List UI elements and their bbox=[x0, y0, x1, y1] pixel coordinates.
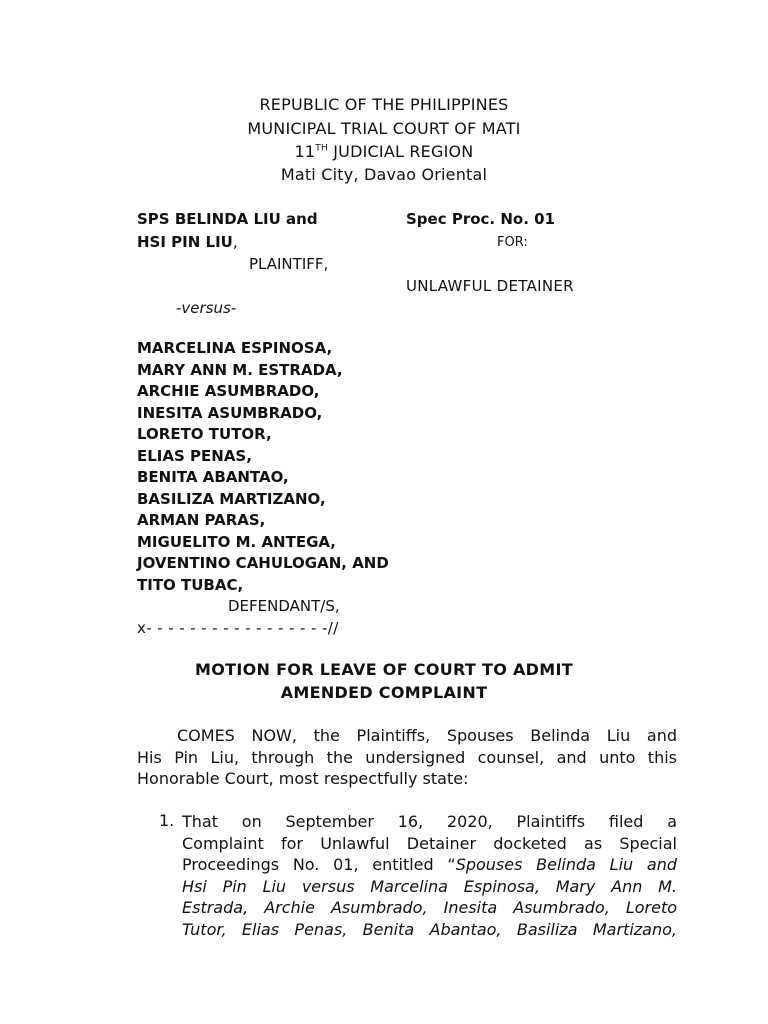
intro-line: COMES NOW, the Plaintiffs, Spouses Belinda Liu and bbox=[177, 726, 677, 745]
header-region-text: JUDICIAL REGION bbox=[327, 142, 474, 161]
document-title-line2: AMENDED COMPLAINT bbox=[280, 683, 488, 702]
item-line: Estrada, Archie Asumbrado, Inesita Asumbrado, Loreto bbox=[182, 898, 677, 917]
plaintiff-name-line1: SPS BELINDA LIU and bbox=[137, 210, 318, 228]
plaintiff-name-line2-comma: , bbox=[232, 233, 238, 251]
item-number: 1. bbox=[159, 811, 175, 830]
item-line: That on September 16, 2020, Plaintiffs filed a bbox=[182, 812, 677, 831]
intro-paragraph bbox=[137, 725, 677, 790]
defendant-item: ELIAS PENAS, bbox=[137, 447, 252, 465]
intro-line: His Pin Liu, through the undersigned counsel, and unto this bbox=[137, 747, 677, 767]
defendant-item: JOVENTINO CAHULOGAN, AND bbox=[137, 554, 389, 572]
item-line-plain-part: Proceedings No. 01, entitled “ bbox=[182, 855, 456, 874]
case-number: Spec Proc. No. 01 bbox=[406, 210, 555, 228]
header-region bbox=[0, 142, 768, 161]
defendant-item: INESITA ASUMBRADO, bbox=[137, 404, 323, 422]
header-location: Mati City, Davao Oriental bbox=[280, 165, 488, 184]
caption-separator: x- - - - - - - - - - - - - - - - -// bbox=[137, 619, 339, 637]
item-line: Tutor, Elias Penas, Benita Abantao, Basiliza Martizano, bbox=[182, 919, 677, 939]
item-line: Hsi Pin Liu versus Marcelina Espinosa, Mary Ann M. bbox=[182, 876, 677, 896]
plaintiff-name-line2-text: HSI PIN LIU bbox=[137, 233, 233, 251]
defendant-item: ARMAN PARAS, bbox=[137, 511, 266, 529]
plaintiff-name-line2 bbox=[137, 233, 238, 251]
versus-label: -versus- bbox=[176, 299, 237, 317]
case-nature: UNLAWFUL DETAINER bbox=[406, 277, 574, 295]
item-line-mixed bbox=[182, 854, 677, 876]
defendant-item: BENITA ABANTAO, bbox=[137, 468, 289, 486]
item-line: Complaint for Unlawful Detainer docketed as Special bbox=[182, 833, 677, 853]
item-line-italic-part: Spouses Belinda Liu and bbox=[455, 855, 677, 874]
defendant-item: MARCELINA ESPINOSA, bbox=[137, 339, 333, 357]
defendant-item: MIGUELITO M. ANTEGA, bbox=[137, 533, 336, 551]
plaintiff-role: PLAINTIFF, bbox=[249, 255, 329, 273]
header-republic: REPUBLIC OF THE PHILIPPINES bbox=[259, 95, 509, 114]
defendant-item: MARY ANN M. ESTRADA, bbox=[137, 361, 343, 379]
defendant-item: ARCHIE ASUMBRADO, bbox=[137, 382, 320, 400]
intro-line: Honorable Court, most respectfully state: bbox=[137, 769, 469, 788]
document-title-line1: MOTION FOR LEAVE OF COURT TO ADMIT bbox=[195, 660, 573, 679]
for-label: FOR: bbox=[497, 235, 528, 250]
defendant-item: LORETO TUTOR, bbox=[137, 425, 272, 443]
defendant-item: BASILIZA MARTIZANO, bbox=[137, 490, 326, 508]
numbered-item-text bbox=[182, 811, 677, 940]
header-region-superscript: TH bbox=[315, 143, 328, 154]
header-region-number: 11 bbox=[294, 142, 316, 161]
defendant-item: TITO TUBAC, bbox=[137, 576, 244, 594]
defendant-role: DEFENDANT/S, bbox=[228, 597, 340, 615]
header-court: MUNICIPAL TRIAL COURT OF MATI bbox=[247, 119, 521, 138]
